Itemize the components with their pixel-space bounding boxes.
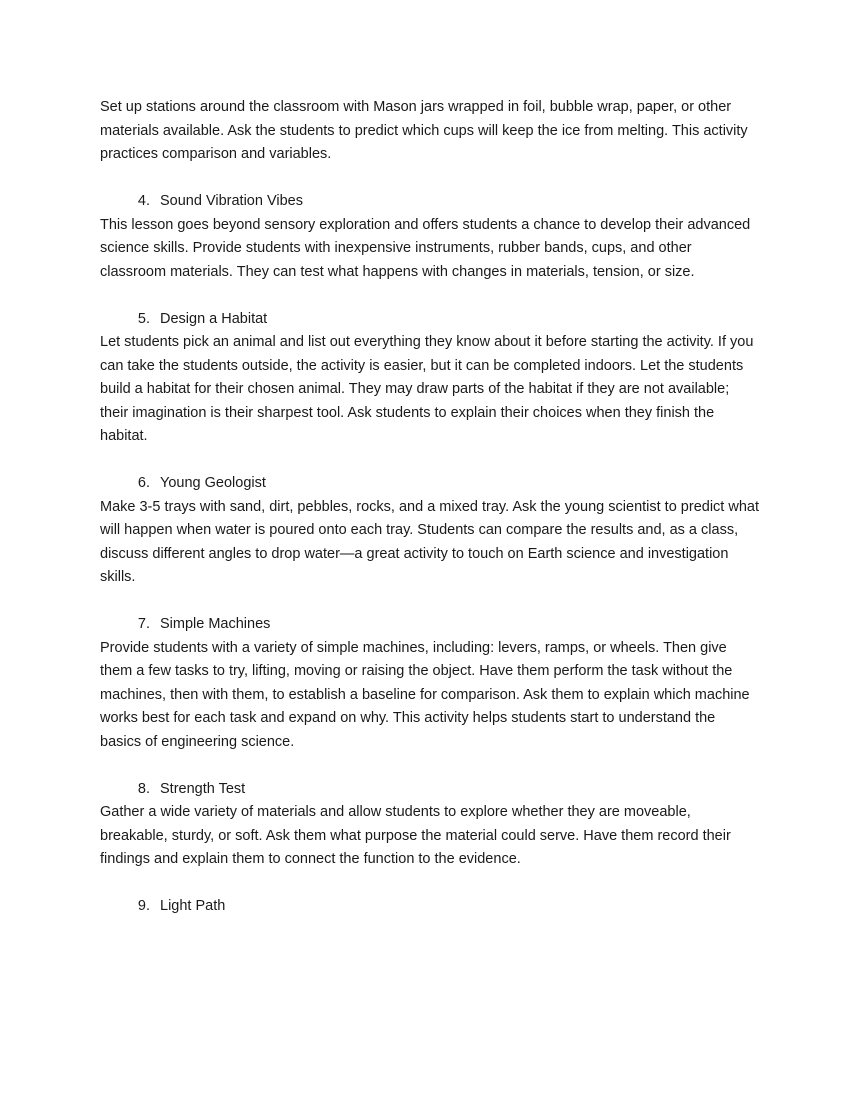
list-number: 8. xyxy=(137,780,150,797)
list-item-heading xyxy=(100,472,760,496)
document-page xyxy=(100,96,760,919)
list-item-heading xyxy=(100,778,760,802)
activity-item-8 xyxy=(100,778,760,872)
activity-item-5 xyxy=(100,308,760,449)
list-item-heading xyxy=(100,190,760,214)
activity-item-7 xyxy=(100,613,760,754)
list-title: Strength Test xyxy=(160,780,246,797)
intro-paragraph: Set up stations around the classroom with Mason jars wrapped in foil, bubble wrap, paper, or other materials available. Ask the students to predict which cups will keep the ice from melting. This activity practices comparison and variables. xyxy=(100,99,748,162)
list-item-heading xyxy=(100,613,760,637)
list-title: Light Path xyxy=(160,898,226,914)
list-title: Design a Habitat xyxy=(160,310,268,327)
activity-item-9 xyxy=(100,895,760,919)
list-number: 4. xyxy=(137,193,150,209)
activity-item-4 xyxy=(100,190,760,284)
activity-description: Gather a wide variety of materials and allow students to explore whether they are moveable, breakable, sturdy, or soft. Ask them what purpose the material could serve. Have them record their findings and explain them to connect the function to the evidence. xyxy=(100,804,731,867)
activity-description: Make 3-5 trays with sand, dirt, pebbles, rocks, and a mixed tray. Ask the young scientist to predict what will happen when water is poured onto each tray. Students can compare the results and, as a class, discuss different angles to drop water—a great activity to touch on Earth science and investigation skills. xyxy=(100,498,759,585)
activity-item-6 xyxy=(100,472,760,590)
list-title: Young Geologist xyxy=(160,475,266,491)
list-number: 6. xyxy=(137,475,150,491)
activity-description: Let students pick an animal and list out everything they know about it before starting the activity. If you can take the students outside, the activity is easier, but it can be completed indoors. Let the students build a habitat for their chosen animal. They may draw parts of the habitat if they are not available; their imagination is their sharpest tool. Ask students to explain their choices when they finish the habitat. xyxy=(100,334,754,444)
list-title: Sound Vibration Vibes xyxy=(160,193,303,209)
activity-description: Provide students with a variety of simple machines, including: levers, ramps, or wheels. Then give them a few tasks to try, lifting, moving or raising the object. Have them perform the task without the machines, then with them, to establish a baseline for comparison. Ask them to explain which machine works best for each task and expand on why. This activity helps students start to understand the basics of engineering science. xyxy=(100,639,750,750)
list-number: 7. xyxy=(137,616,150,632)
list-number: 9. xyxy=(137,898,150,914)
activity-description: This lesson goes beyond sensory exploration and offers students a chance to develop their advanced science skills. Provide students with inexpensive instruments, rubber bands, cups, and other classroom materials. They can test what happens with changes in materials, tension, or size. xyxy=(100,216,751,280)
list-item-heading xyxy=(100,895,760,919)
list-item-heading xyxy=(100,308,760,332)
list-number: 5. xyxy=(137,310,150,327)
list-title: Simple Machines xyxy=(160,616,271,632)
